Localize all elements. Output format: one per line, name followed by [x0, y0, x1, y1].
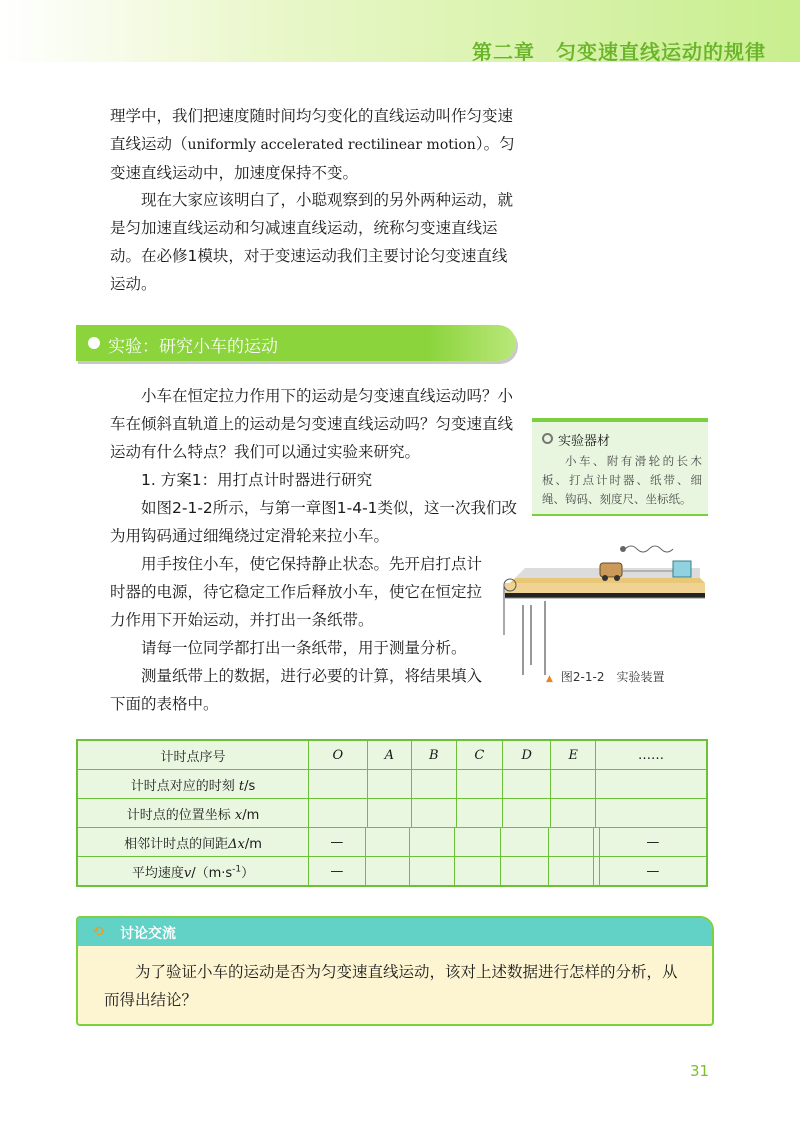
cell [456, 799, 502, 828]
cell [365, 857, 409, 887]
cord-icon [625, 546, 673, 552]
plug-icon [620, 546, 626, 552]
row-position-label: 计时点的位置坐标 x/m [77, 799, 309, 828]
cell [501, 857, 549, 887]
cell [551, 770, 596, 799]
body-paragraph-1: 小车在恒定拉力作用下的运动是匀变速直线运动吗？小车在倾斜直轨道上的运动是匀变速直线运动吗？匀变速直线运动有什么特点？我们可以通过实验来研究。 [110, 387, 514, 461]
data-table [76, 739, 708, 887]
row-gap-label: 相邻计时点的间距Δx/m [77, 828, 309, 857]
cell [409, 857, 454, 887]
cell [503, 799, 551, 828]
cell [595, 799, 707, 828]
discussion-title: 讨论交流 [120, 926, 176, 942]
cell [411, 770, 456, 799]
cell [551, 799, 596, 828]
point-c: C [456, 740, 502, 770]
figure-caption: ▲ 图2-1-2 实验装置 [546, 670, 665, 684]
materials-text: 小车、附有滑轮的长木板、打点计时器、纸带、细绳、钩码、刻度尺、坐标纸。 [542, 454, 702, 506]
cell [367, 799, 411, 828]
table-row [77, 770, 707, 799]
section-title: 实验：研究小车的运动 [108, 337, 278, 357]
point-o: O [309, 740, 368, 770]
table-edge [505, 593, 705, 598]
cell [409, 828, 454, 857]
experiment-apparatus-figure [495, 535, 725, 675]
discussion-header [78, 918, 712, 946]
discussion-text: 为了验证小车的运动是否为匀变速直线运动，该对上述数据进行怎样的分析，从而得出结论？ [104, 963, 678, 1009]
section-header [76, 325, 516, 361]
dash-cell: — [309, 857, 366, 887]
cell [454, 857, 500, 887]
cell [411, 799, 456, 828]
cell [501, 828, 549, 857]
body-paragraph-3: 如图2-1-2所示，与第一章图1-4-1类似，这一次我们改为用钩码通过细绳绕过定滑轮来拉小车。 [110, 499, 518, 545]
table-row [77, 828, 707, 857]
dash-cell: — [599, 828, 707, 857]
dash-cell: — [599, 857, 707, 887]
table-row [77, 799, 707, 828]
intro-paragraph-1: 理学中，我们把速度随时间均匀变化的直线运动叫作匀变速直线运动（uniformly accelerated rectilinear motion）。匀变速直线运动中，加速度保持不变。 [110, 107, 515, 182]
table-row [77, 857, 707, 887]
table-row [77, 740, 707, 770]
table-header-label: 计时点序号 [77, 740, 309, 770]
point-d: D [503, 740, 551, 770]
cell [309, 799, 368, 828]
cart-wheel-2 [614, 575, 620, 581]
cell [454, 828, 500, 857]
point-a: A [367, 740, 411, 770]
cart-wheel-1 [602, 575, 608, 581]
discussion-icon: ⟲ [92, 924, 104, 940]
english-term: uniformly accelerated rectilinear motion [187, 137, 476, 153]
body-paragraph-4: 用手按住小车，使它保持静止状态。先开启打点计时器的电源，待它稳定工作后释放小车，使它在恒定拉力作用下开始运动，并打出一条纸带。 [110, 555, 483, 629]
circle-bullet-icon [542, 433, 553, 444]
cell [367, 770, 411, 799]
point-ellipsis: …… [595, 740, 707, 770]
cell [595, 770, 707, 799]
timer-icon [673, 561, 691, 577]
cell [549, 857, 594, 887]
materials-title: 实验器材 [542, 430, 610, 449]
point-b: B [411, 740, 456, 770]
cell [549, 828, 594, 857]
body-paragraph-5: 请每一位同学都打出一条纸带，用于测量分析。 [141, 639, 467, 657]
point-e: E [551, 740, 596, 770]
triangle-icon: ▲ [546, 674, 553, 684]
intro-paragraph-2: 现在大家应该明白了，小聪观察到的另外两种运动，就是匀加速直线运动和匀减速直线运动，统称匀变速直线运动。在必修1模块，对于变速运动我们主要讨论匀变速直线运动。 [110, 191, 514, 293]
row-time-label: 计时点对应的时刻 t/s [77, 770, 309, 799]
cell [456, 770, 502, 799]
row-velocity-label: 平均速度$v/(m\cdot s^{-1})$ [77, 857, 309, 887]
cell [503, 770, 551, 799]
materials-sidebar [532, 418, 708, 516]
page-number: 31 [690, 1062, 710, 1080]
method-heading: 1. 方案1：用打点计时器进行研究 [141, 471, 373, 489]
chapter-title: 第二章 匀变速直线运动的规律 [472, 40, 766, 64]
dash-cell: — [309, 828, 366, 857]
discussion-box [76, 916, 714, 1026]
bullet-icon [88, 337, 100, 349]
cart-icon [600, 563, 622, 577]
plank [505, 583, 705, 593]
cell [365, 828, 409, 857]
body-paragraph-6: 测量纸带上的数据，进行必要的计算，将结果填入下面的表格中。 [110, 667, 483, 713]
cell [309, 770, 368, 799]
